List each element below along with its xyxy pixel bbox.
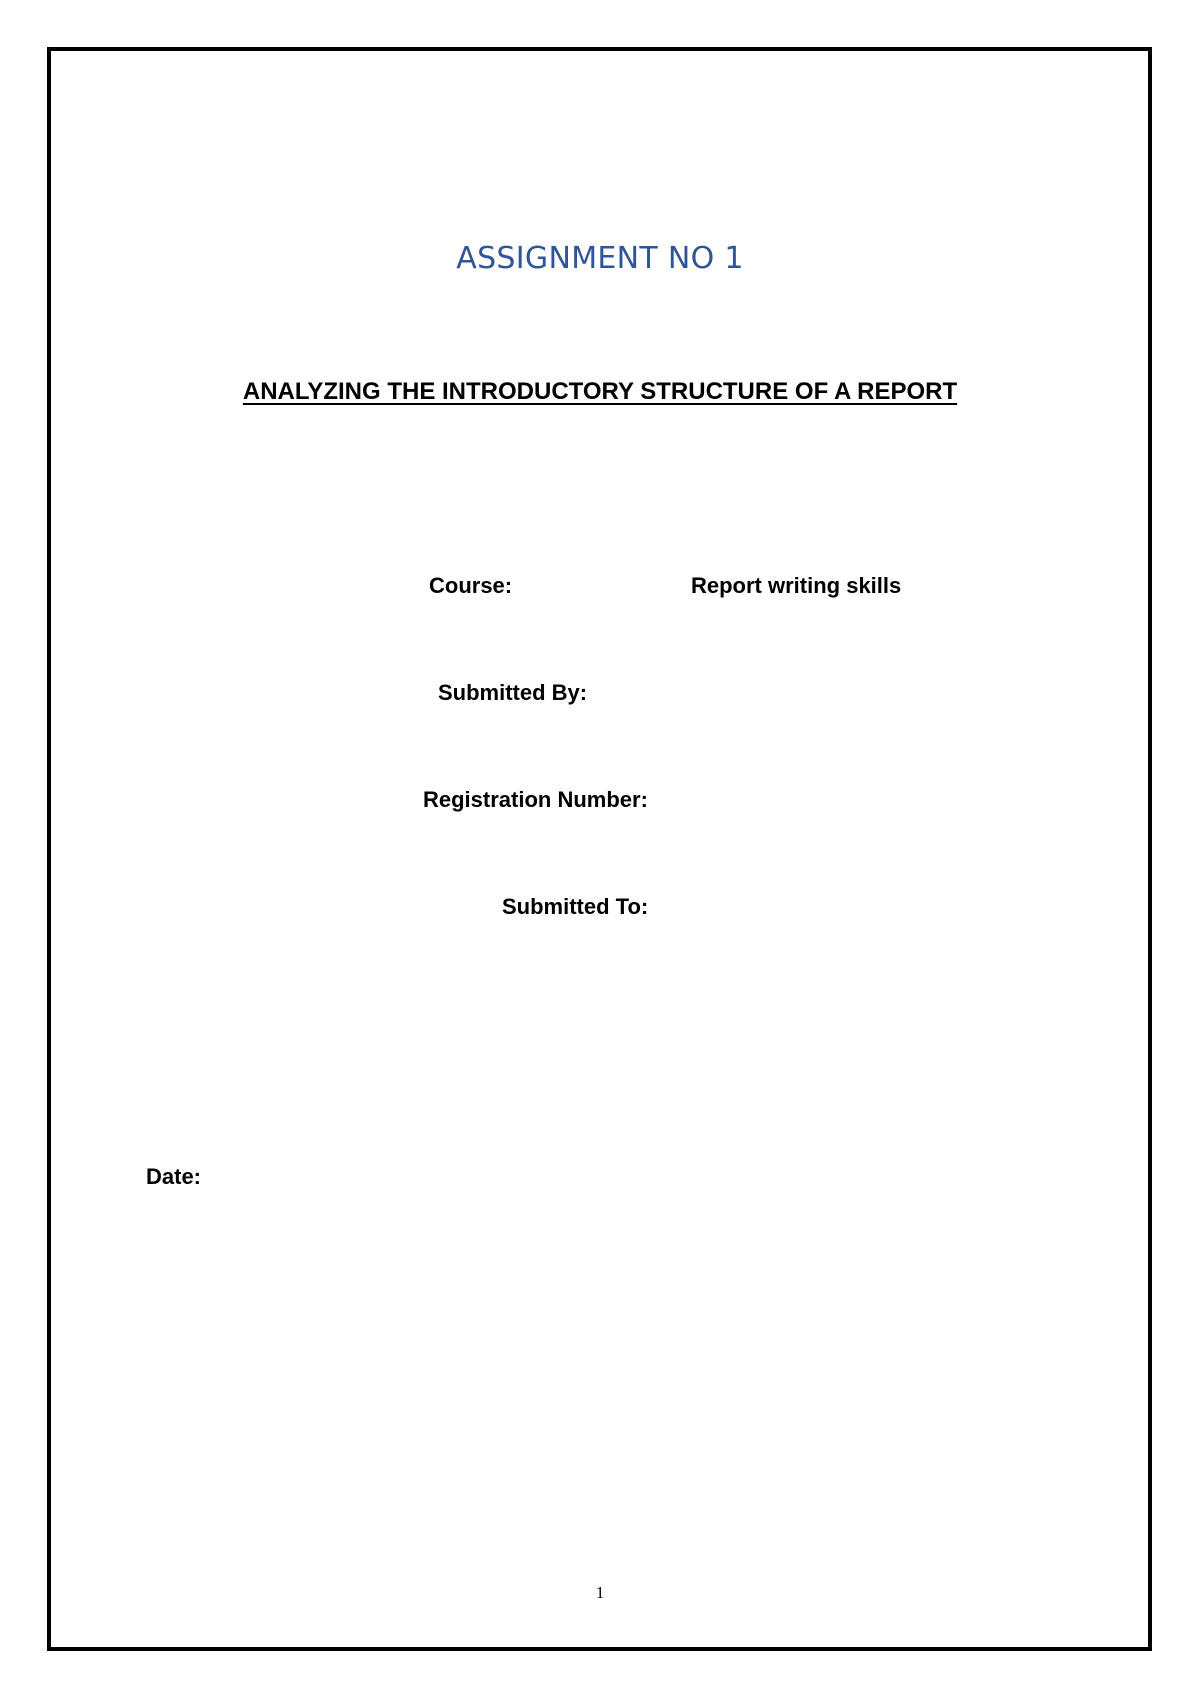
date-label: Date:	[146, 1164, 202, 1189]
submitted-by-label: Submitted By:	[438, 680, 588, 705]
submitted-to-label: Submitted To:	[502, 894, 649, 919]
report-subtitle: ANALYZING THE INTRODUCTORY STRUCTURE OF A REPORT	[242, 378, 958, 405]
course-label: Course:	[429, 573, 513, 598]
assignment-title: ASSIGNMENT NO 1	[456, 241, 744, 276]
registration-number-label: Registration Number:	[423, 787, 648, 812]
course-value: Report writing skills	[691, 573, 902, 598]
page-number: 1	[595, 1583, 605, 1602]
page-border	[47, 47, 1152, 1651]
